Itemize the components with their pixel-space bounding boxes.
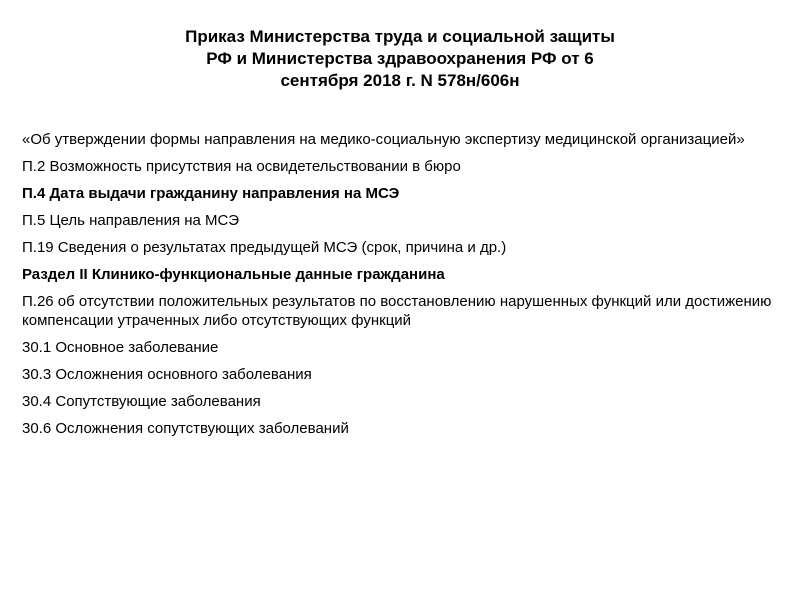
list-item: 30.6 Осложнения сопутствующих заболеваний	[22, 420, 349, 437]
list-item: П.2 Возможность присутствия на освидетельствовании в бюро	[22, 158, 461, 175]
list-item: «Об утверждении формы направления на медико-социальную экспертизу медицинской организацией»	[22, 131, 745, 148]
list-item: 30.3 Осложнения основного заболевания	[22, 366, 312, 383]
item-list	[22, 130, 782, 446]
list-item: 30.4 Сопутствующие заболевания	[22, 393, 261, 410]
document-title	[100, 26, 700, 92]
list-item: П.4 Дата выдачи гражданину направления на МСЭ	[22, 185, 400, 202]
title-line-1: Приказ Министерства труда и социальной защиты	[185, 27, 615, 46]
list-item: Раздел II Клинико-функциональные данные гражданина	[22, 266, 445, 283]
title-line-3: сентября 2018 г. N 578н/606н	[280, 71, 520, 90]
list-item: П.5 Цель направления на МСЭ	[22, 212, 239, 229]
title-line-2: РФ и Министерства здравоохранения РФ от 6	[206, 49, 594, 68]
list-item: П.19 Сведения о результатах предыдущей МСЭ (срок, причина и др.)	[22, 239, 507, 256]
list-item: 30.1 Основное заболевание	[22, 339, 219, 356]
list-item: П.26 об отсутствии положительных результатов по восстановлению нарушенных функций или достижению компенсации утраченных либо отсутствующих функций	[22, 293, 772, 329]
